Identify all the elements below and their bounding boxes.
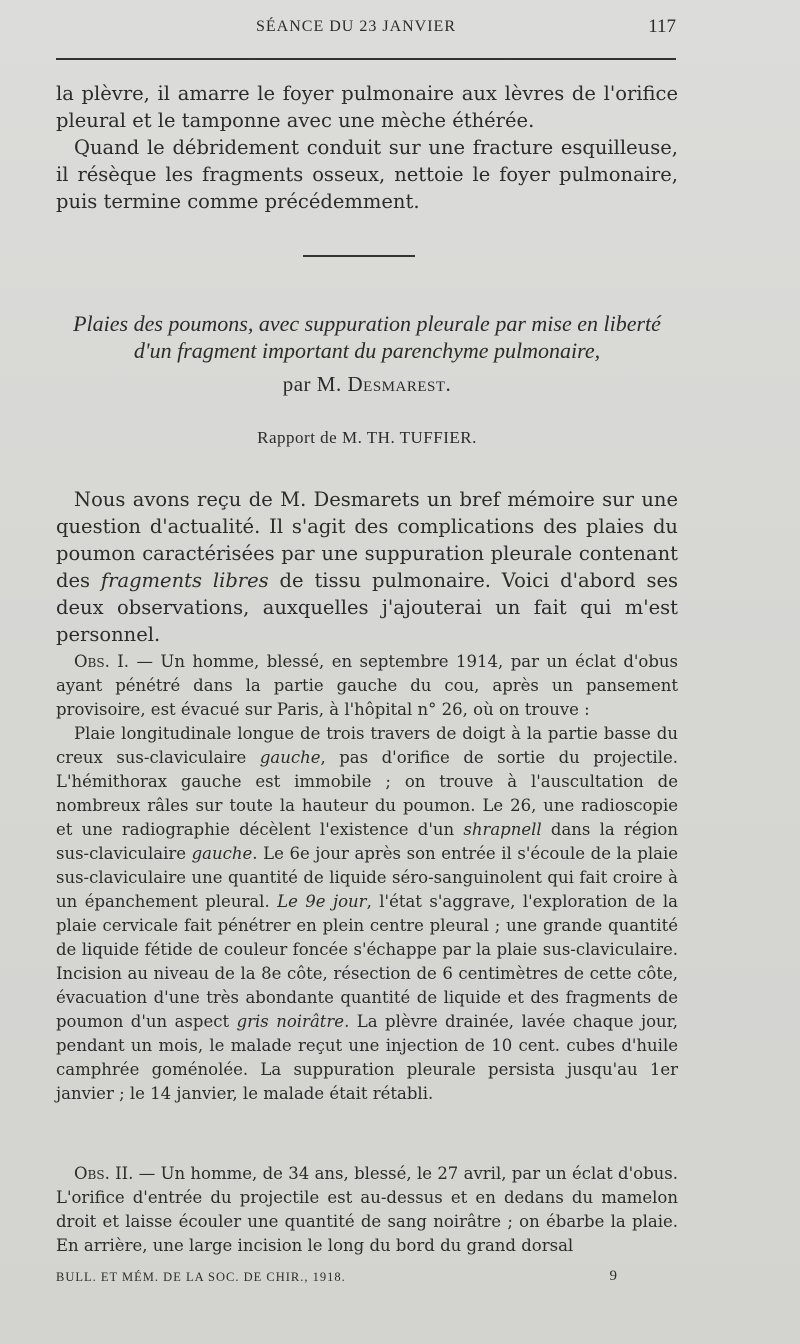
- report-text-a: Nous avons reçu de M. Desmarets un bref mémoire sur une question d'actualité. Il s'agit des complications des plaies du poumon caractérisées par une suppuration pleurale contenant des: [56, 488, 678, 592]
- obs1-emphasis-5: gris noirâtre: [236, 1012, 345, 1031]
- rapporteur-line: Rapport de M. TH. TUFFIER.: [257, 428, 477, 447]
- running-title: SÉANCE DU 23 JANVIER: [256, 18, 456, 35]
- observation-1: [56, 650, 678, 1106]
- journal-reference: BULL. ET MÉM. DE LA SOC. DE CHIR., 1918.: [56, 1270, 346, 1284]
- obs1-paragraph-2: [56, 722, 678, 1106]
- obs1-text: — Un homme, blessé, en septembre 1914, par un éclat d'obus ayant pénétré dans la partie gauche du cou, après un pansement provisoire, est évacué sur Paris, à l'hôpital n° 26, où on trouve :: [56, 652, 679, 719]
- obs2-label: Obs. II.: [74, 1164, 134, 1183]
- obs1-emphasis-3: gauche: [191, 844, 253, 863]
- obs1-emphasis-4: Le 9e jour: [277, 892, 367, 911]
- page-footer: [56, 1270, 678, 1290]
- obs1-text-e: , l'état s'aggrave, l'exploration de la plaie cervicale fait pénétrer en plein centre pleural ; une grande quantité de liquide fétide de couleur foncée s'échappe par la plaie sus-claviculaire. Incision au niveau de la 8e côte, résection de 6 centimètres de cette côte, évacuation d'une très abondante quantité de liquide et des fragments de poumon d'un aspect: [56, 892, 678, 1031]
- obs1-text-a: Plaie longitudinale longue de trois travers de doigt à la partie basse du creux sus-claviculaire: [56, 724, 678, 767]
- report-text-b: de tissu pulmonaire. Voici d'abord ses deux observations, auxquelles j'ajouterai un fait qui m'est personnel.: [56, 569, 679, 646]
- header-rule: [56, 58, 676, 60]
- report-emphasis: fragments libres: [100, 569, 269, 592]
- obs1-paragraph-1: [56, 650, 678, 722]
- signature-mark: 9: [609, 1268, 618, 1284]
- obs1-label: Obs. I.: [74, 652, 130, 671]
- obs1-text-b: , pas d'orifice de sortie du projectile. L'hémithorax gauche est immobile ; on trouve à l'auscultation de nombreux râles sur toute la hauteur du poumon. Le 26, une radioscopie et une radiographie décèlent l'existence d'un: [56, 748, 678, 839]
- intro-paragraph: Quand le débridement conduit sur une fracture esquilleuse, il résèque les fragments osseux, nettoie le foyer pulmonaire, puis termine comme précédemment.: [56, 136, 678, 213]
- page-number: 117: [648, 16, 676, 37]
- running-header: [56, 18, 676, 42]
- obs2-paragraph: [56, 1162, 678, 1258]
- obs1-text-d: . Le 6e jour après son entrée il s'écoule de la plaie sus-claviculaire une quantité de liquide séro-sanguinolent qui fait croire à un épanchement pleural.: [56, 844, 678, 911]
- intro-text: [56, 80, 678, 215]
- obs2-text: — Un homme, de 34 ans, blessé, le 27 avril, par un éclat d'obus. L'orifice d'entrée du projectile est au-dessus et en dedans du mamelon droit et laisse écouler une quantité de sang noirâtre ; on ébarbe la plaie. En arrière, une large incision le long du bord du grand dorsal: [56, 1164, 678, 1255]
- obs1-text-f: . La plèvre drainée, lavée chaque jour, pendant un mois, le malade reçut une injection de 10 cent. cubes d'huile camphrée goménolée. La suppuration pleurale persista jusqu'au 1er janvier ; le 14 janvier, le malade était rétabli.: [56, 1012, 678, 1103]
- observation-2: [56, 1162, 678, 1258]
- report-paragraph: [56, 486, 678, 648]
- obs1-emphasis-2: shrapnell: [463, 820, 542, 839]
- article-byline: [56, 372, 678, 397]
- obs1-text-c: dans la région sus-claviculaire: [56, 820, 678, 863]
- author-name: Desmarest.: [347, 372, 452, 396]
- section-separator: [303, 255, 415, 257]
- report-intro: [56, 486, 678, 648]
- article-title: Plaies des poumons, avec suppuration pleurale par mise en liberté d'un fragment important du parenchyme pulmonaire,: [73, 311, 661, 363]
- intro-line: la plèvre, il amarre le foyer pulmonaire aux lèvres de l'orifice pleural et le tamponne avec une mèche éthérée.: [56, 82, 678, 132]
- byline-prefix: par M.: [282, 372, 348, 396]
- obs1-emphasis-1: gauche: [259, 748, 321, 767]
